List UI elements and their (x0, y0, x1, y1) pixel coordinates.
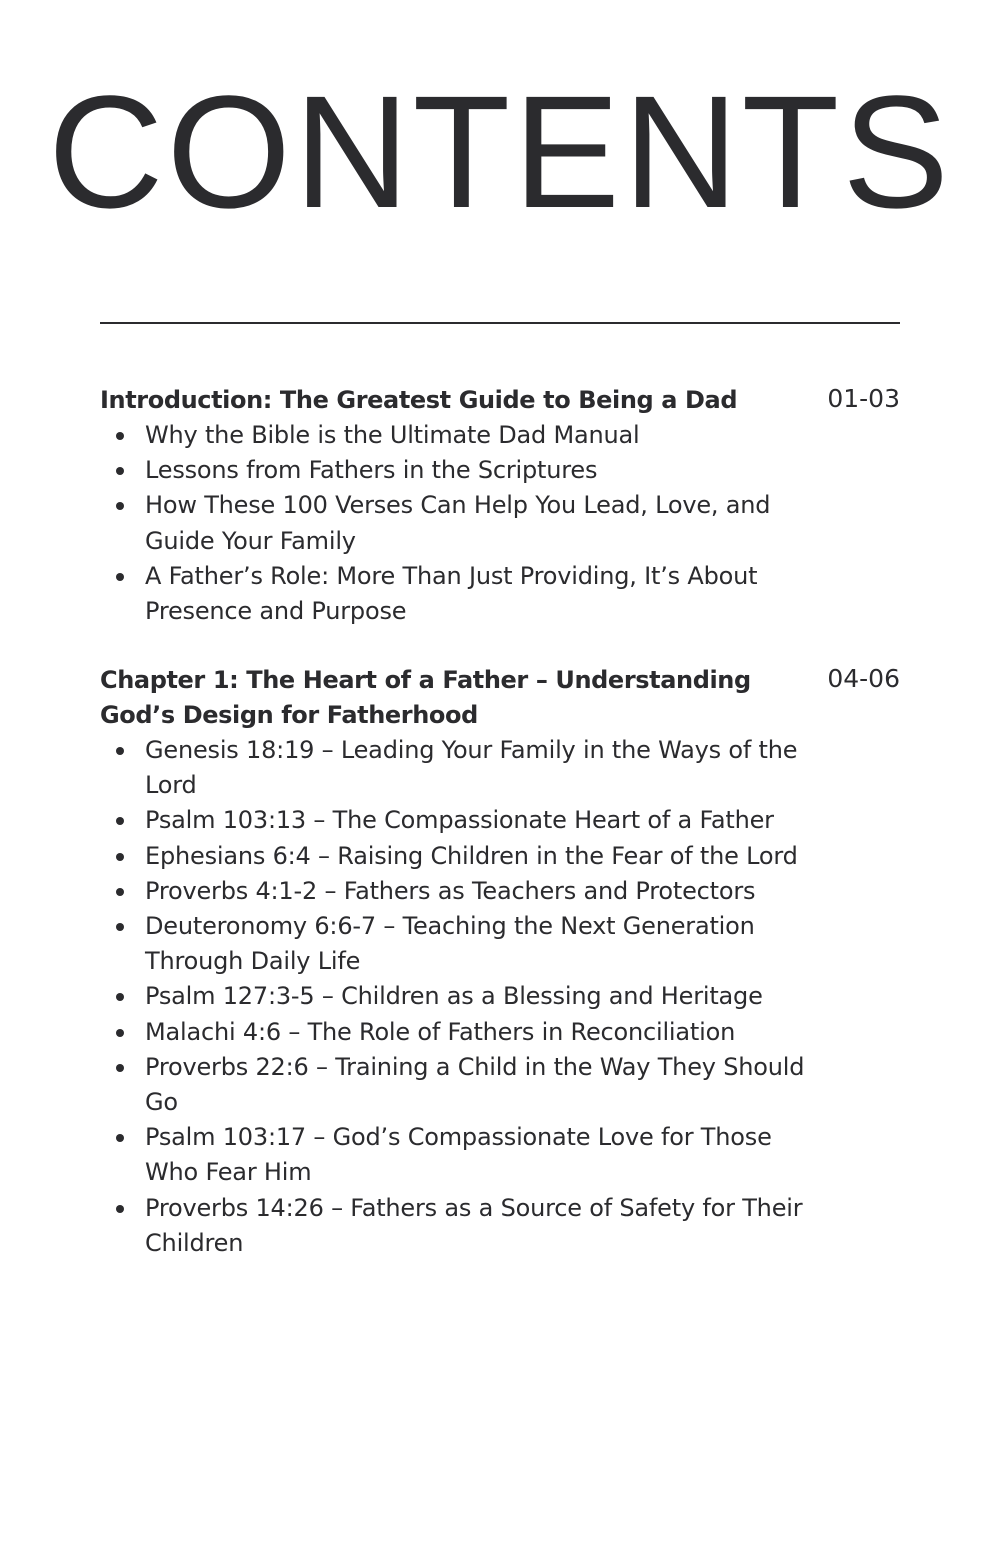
title-divider (100, 322, 900, 324)
list-item-text: How These 100 Verses Can Help You Lead, Love, and Guide Your Family (145, 491, 771, 555)
list-item-text: Malachi 4:6 – The Role of Fathers in Reconciliation (145, 1017, 736, 1046)
list-item-text: Proverbs 14:26 – Fathers as a Source of Safety for Their Children (145, 1193, 803, 1257)
list-item-text: Psalm 127:3-5 – Children as a Blessing and Heritage (145, 982, 763, 1011)
bullet-icon (116, 923, 124, 931)
list-item (100, 1015, 810, 1050)
list-item (100, 733, 810, 803)
section-page-range: 01-03 (827, 384, 900, 413)
list-item-text: Proverbs 22:6 – Training a Child in the Way They Should Go (145, 1052, 805, 1117)
list-item (100, 559, 810, 629)
list-item-text: Psalm 103:17 – God’s Compassionate Love for Those Who Fear Him (145, 1123, 772, 1187)
toc-section-introduction (100, 383, 900, 629)
section-item-list (100, 733, 900, 1261)
list-item-text: Deuteronomy 6:6-7 – Teaching the Next Generation Through Daily Life (145, 912, 755, 976)
section-title: Introduction: The Greatest Guide to Being a Dad (100, 386, 738, 414)
bullet-icon (116, 1029, 124, 1037)
bullet-icon (116, 993, 124, 1001)
section-title: Chapter 1: The Heart of a Father – Understanding God’s Design for Fatherhood (100, 666, 751, 729)
list-item-text: Proverbs 4:1-2 – Fathers as Teachers and Protectors (145, 876, 756, 905)
bullet-icon (116, 502, 124, 510)
list-item (100, 979, 810, 1014)
bullet-icon (116, 747, 124, 755)
list-item (100, 1191, 810, 1261)
bullet-icon (116, 467, 124, 475)
list-item-text: Why the Bible is the Ultimate Dad Manual (145, 421, 640, 449)
list-item (100, 1050, 810, 1120)
bullet-icon (116, 853, 124, 861)
list-item (100, 1120, 810, 1190)
list-item (100, 488, 810, 558)
list-item (100, 418, 810, 453)
list-item-text: Ephesians 6:4 – Raising Children in the Fear of the Lord (145, 841, 798, 870)
list-item (100, 909, 810, 979)
bullet-icon (116, 573, 124, 581)
bullet-icon (116, 1134, 124, 1142)
list-item (100, 453, 810, 488)
list-item (100, 874, 810, 909)
list-item-text: A Father’s Role: More Than Just Providing, It’s About Presence and Purpose (145, 561, 758, 626)
toc-section-chapter-1 (100, 663, 900, 1261)
bullet-icon (116, 1064, 124, 1072)
section-page-range: 04-06 (827, 664, 900, 693)
bullet-icon (116, 1205, 124, 1213)
section-header (100, 663, 900, 733)
bullet-icon (116, 432, 124, 440)
list-item (100, 839, 810, 874)
section-item-list (100, 418, 900, 629)
bullet-icon (116, 817, 124, 825)
list-item-text: Psalm 103:13 – The Compassionate Heart of a Father (145, 806, 774, 835)
page-title: CONTENTS (48, 62, 952, 241)
section-header (100, 383, 900, 418)
list-item-text: Genesis 18:19 – Leading Your Family in the Ways of the Lord (145, 736, 798, 800)
bullet-icon (116, 888, 124, 896)
list-item (100, 803, 810, 838)
list-item-text: Lessons from Fathers in the Scriptures (145, 456, 598, 485)
